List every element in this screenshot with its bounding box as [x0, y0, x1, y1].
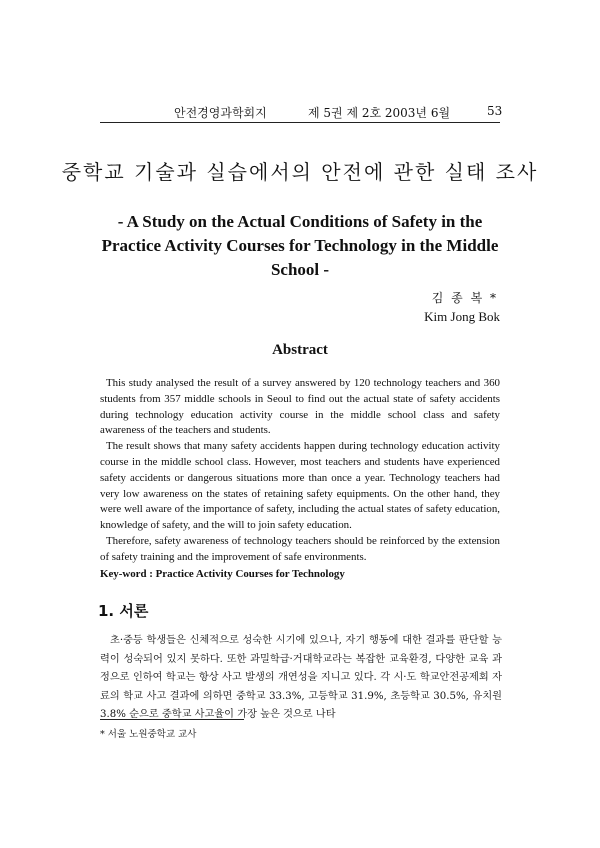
header-rule [100, 122, 500, 123]
footnote-rule [100, 719, 244, 720]
section-heading: 1. 서론 [98, 602, 149, 620]
korean-title: 중학교 기술과 실습에서의 안전에 관한 실태 조사 [61, 160, 539, 184]
section-paragraph: 초·중등 학생들은 신체적으로 성숙한 시기에 있으나, 자기 행동에 대한 결과를 판단할 능력이 성숙되어 있지 못하다. 또한 과밀학급·거대학교라는 복잡한 교육환경, 다양한 교육 과정으로 인하여 학교는 항상 사고 발생의 개연성을 지니고 있다. 각 시·도 학교안전공제회 자료의 학교 사고 결과에 의하면 중학교 33.3%, 고등학교 31.9%, 초등학교 30.5%, 유치원 3.8% 순으로 중학교 사고율이 가장 높은 것으로 나타 [100, 635, 502, 721]
journal-name: 안전경영과학회지 [174, 106, 267, 120]
english-title: - A Study on the Actual Conditions of Safety in the Practice Activity Courses for Technology in the Middle School - [101, 212, 499, 279]
abstract-paragraph: The result shows that many safety accidents happen during technology education activity course in the middle school class. However, most teachers and students have experienced safety accidents or dangerous situations more than once a year. Technology teachers had very low awareness on the states of retaining safety equipments. On the other hand, they were well aware of the importance of safety, including the actual states of safety education, knowledge of safety, and the will to join safety education. [100, 440, 500, 532]
abstract-body [100, 376, 500, 582]
abstract-paragraph: This study analysed the result of a survey answered by 120 technology teachers and 360 students from 357 middle schools in Seoul to find out the actual state of safety accidents during technology education activity course in the middle school class and safety awareness of the teachers and students. [100, 377, 500, 437]
issue-info: 제 5권 제 2호 2003년 6월 [308, 106, 451, 120]
running-header [0, 104, 600, 124]
page-number: 53 [487, 104, 503, 118]
abstract-paragraph: Therefore, safety awareness of technology teachers should be reinforced by the extension of safety training and the improvement of safe environments. [100, 534, 500, 563]
footnote: * 서울 노원중학교 교사 [100, 729, 197, 740]
keywords: Key-word : Practice Activity Courses for Technology [100, 567, 345, 580]
section-body [100, 632, 502, 725]
abstract-heading: Abstract [272, 342, 328, 358]
author-korean: 김 종 복 * [431, 291, 498, 305]
author-english: Kim Jong Bok [424, 309, 500, 324]
